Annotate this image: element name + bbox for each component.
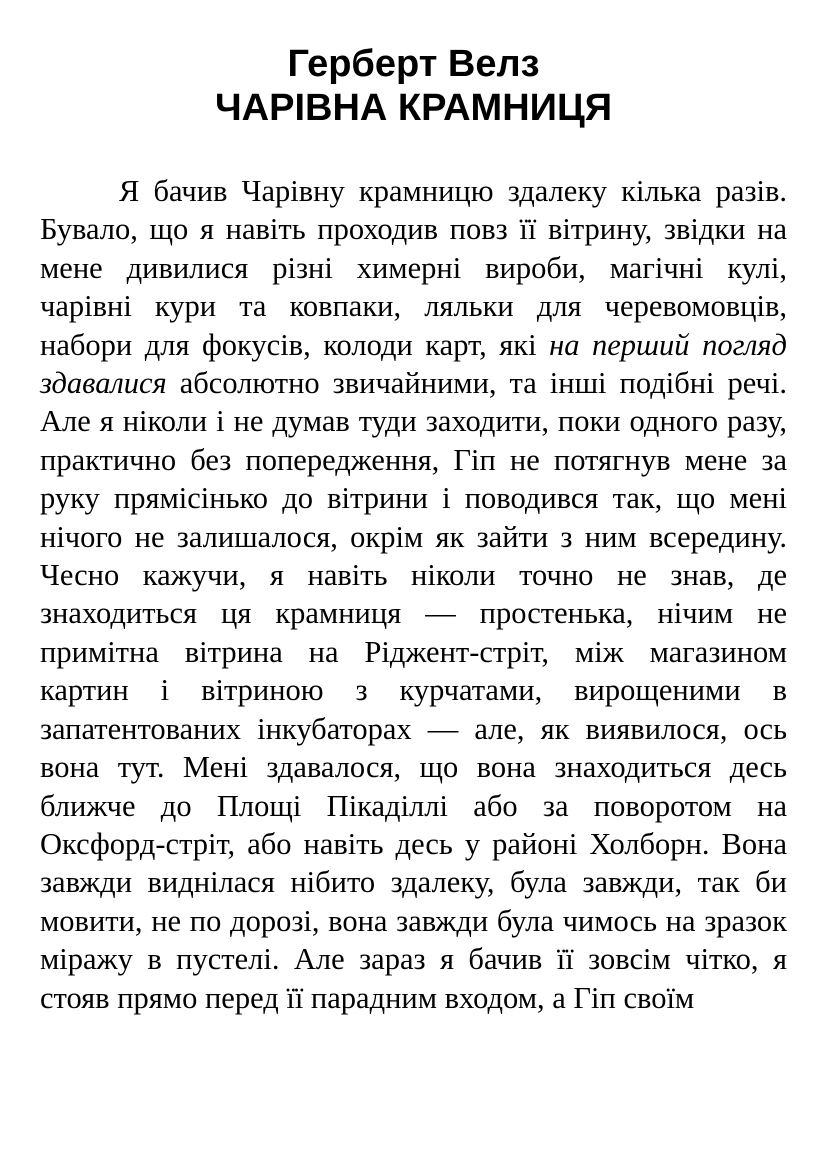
document-page (40, 42, 787, 1017)
paragraph-text-part1: Я бачив Чарівну крамницю здалеку кілька разів. Бувало, що я навіть проходив повз її вітрину, звідки на мене дивилися різні химерні вироби, магічні кулі, чарівні кури та ковпаки, ляльки для черевомовців, набори для фокусів, колоди карт, які (40, 174, 787, 362)
body-paragraph (40, 172, 787, 1017)
paragraph-italic-phrase: на перший погляд здавалися (40, 327, 787, 401)
story-title: ЧАРІВНА КРАМНИЦЯ (214, 87, 613, 129)
author-name: Герберт Велз (287, 43, 540, 85)
paragraph-text-part2: абсолютно звичайними, та інші подібні речі. Але я ніколи і не думав туди заходити, поки одного разу, практично без попередження, Гіп не потягнув мене за руку прямісінько до вітрини і поводився так, що мені нічого не залишалося, окрім як зайти з ним всередину. Чесно кажучи, я навіть ніколи точно не знав, де знаходиться ця крамниця — простенька, нічим не примітна вітрина на Ріджент-стріт, між магазином картин і вітриною з курчатами, вирощеними в запатентованих інкубаторах — але, як виявилося, ось вона тут. Мені здавалося, що вона знаходиться десь ближче до Площі Пікаділлі або за поворотом на Оксфорд-стріт, або навіть десь у районі Холборн. Вона завжди виднілася нібито здалеку, була завжди, так би мовити, не по дорозі, вона завжди була чимось на зразок міражу в пустелі. Але зараз я бачив її зовсім чітко, я стояв прямо перед її парадним входом, а Гіп своїм (40, 366, 787, 1015)
document-heading (40, 42, 787, 130)
